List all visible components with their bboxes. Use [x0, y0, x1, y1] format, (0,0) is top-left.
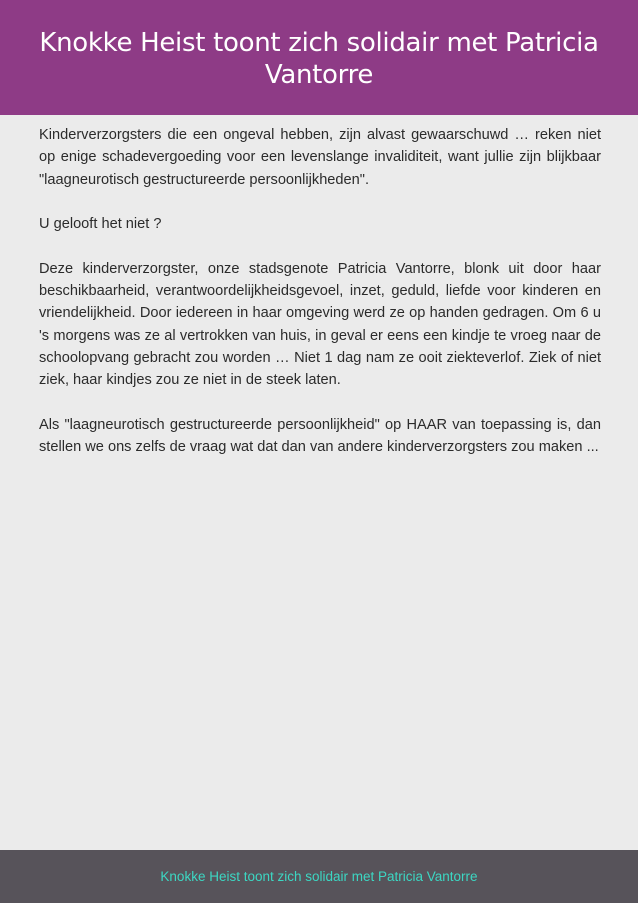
article-body: [39, 124, 601, 481]
article-paragraph: Kinderverzorgsters die een ongeval hebben, zijn alvast gewaarschuwd … reken niet op enige schadevergoeding voor een levenslange invaliditeit, want jullie zijn blijkbaar "laagneurotisch gestructureerde persoonlijkheden".: [39, 127, 601, 188]
article-paragraph: Als "laagneurotisch gestructureerde persoonlijkheid" op HAAR van toepassing is, dan stellen we ons zelfs de vraag wat dat dan van andere kinderverzorgsters zou maken ...: [39, 416, 601, 456]
page-title: Knokke Heist toont zich solidair met Patricia Vantorre: [39, 28, 599, 90]
footer-title: Knokke Heist toont zich solidair met Patricia Vantorre: [160, 869, 478, 884]
article-paragraph: U gelooft het niet ?: [39, 216, 162, 233]
article-paragraph: Deze kinderverzorgster, onze stadsgenote Patricia Vantorre, blonk uit door haar beschikbaarheid, verantwoordelijkheidsgevoel, inzet, geduld, liefde voor kinderen en vriendelijkheid. Door iedereen in haar omgeving werd ze op handen gedragen. Om 6 u 's morgens was ze al vertrokken van huis, in geval er eens een kindje te vroeg naar de schoolopvang gebracht zou worden … Niet 1 dag nam ze ooit ziekteverlof. Ziek of niet ziek, haar kindjes zou ze niet in de steek laten.: [39, 260, 601, 389]
page-footer: [0, 850, 638, 903]
page-header: [0, 0, 638, 115]
